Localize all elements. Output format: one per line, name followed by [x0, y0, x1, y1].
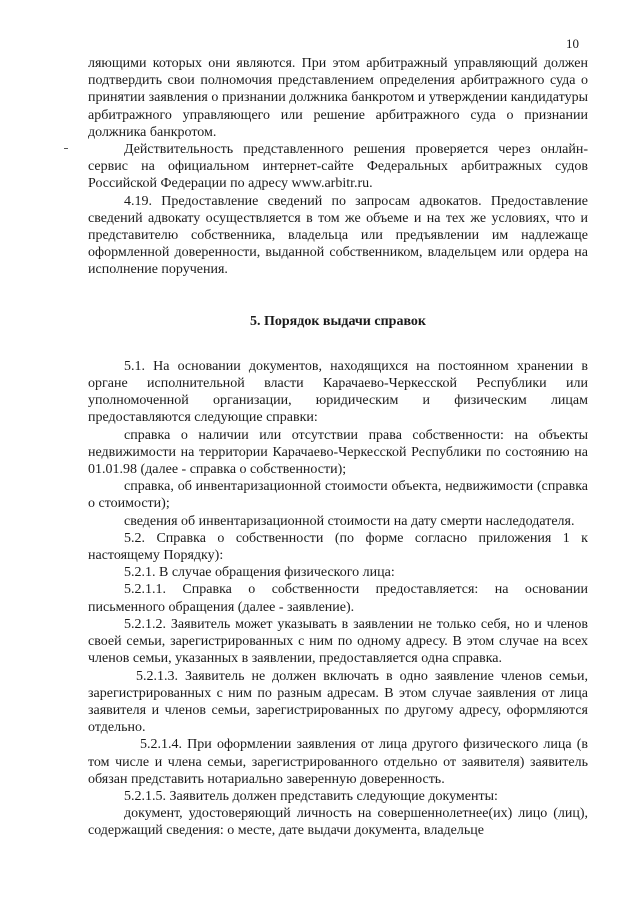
paragraph-5-2: 5.2. Справка о собственности (по форме согласно приложения 1 к настоящему Порядку):	[88, 530, 588, 564]
list-item-identity-document: документ, удостоверяющий личность на совершеннолетнее(их) лицо (лиц), содержащий сведения: о месте, дате выдачи документа, владельце	[88, 806, 588, 839]
document-body	[88, 55, 588, 840]
paragraph-5-2-1-1: 5.2.1.1. Справка о собственности предоставляется: на основании письменного обращения (далее - заявление).	[88, 582, 588, 615]
paragraph-5-1: 5.1. На основании документов, находящихся на постоянном хранении в органе исполнительной власти Карачаево-Черкесской Республики или уполномоченной организации, юридическим и физическим лицам предоставляются следующие справки:	[88, 358, 588, 426]
list-item-value: справка, об инвентаризационной стоимости объекта, недвижимости (справка о стоимости);	[88, 479, 588, 512]
paragraph-5-2-1-5: 5.2.1.5. Заявитель должен представить следующие документы:	[124, 788, 498, 804]
section-heading: 5. Порядок выдачи справок	[250, 313, 426, 329]
paragraph-4-19: 4.19. Предоставление сведений по запросам адвокатов. Предоставление сведений адвокату осуществляется в том же объеме и на тех же условиях, что и представителю собственника, владельца или предъявлении им надлежаще оформленной доверенности, выданной собственником, владельцем или ордера на исполнение поручения.	[88, 193, 588, 278]
list-item-ownership: справка о наличии или отсутствии права собственности: на объекты недвижимости на территории Карачаево-Черкесской Республики по состоянию на 01.01.98 (далее - справка о собственности);	[88, 427, 588, 478]
paragraph-validity: Действительность представленного решения проверяется через онлайн-сервис на официальном интернет-сайте Федеральных арбитражных судов Российской Федерации по адресу www.arbitr.ru.	[88, 142, 588, 192]
margin-mark	[64, 148, 68, 149]
paragraph-5-2-1: 5.2.1. В случае обращения физического лица:	[124, 565, 395, 581]
paragraph-5-2-1-2: 5.2.1.2. Заявитель может указывать в заявлении не только себя, но и членов своей семьи, зарегистрированных с ним по одному адресу. В этом случае на всех членов семьи, указанных в заявлении, предоставляется одна справка.	[88, 616, 588, 667]
paragraph-continuation: ляющими которых они являются. При этом арбитражный управляющий должен подтвердить свои полномочия представлением определения арбитражного суда о принятии заявления о признании должника банкротом и утверждении кандидатуры арбитражного управляющего или решение арбитражного суда о признании должника банкротом.	[88, 56, 588, 140]
paragraph-5-2-1-4: 5.2.1.4. При оформлении заявления от лица другого физического лица (в том числе и члена семьи, зарегистрированного отдельно от заявителя) заявитель обязан представить нотариально заверенную доверенность.	[88, 737, 588, 787]
paragraph-5-2-1-3: 5.2.1.3. Заявитель не должен включать в одно заявление членов семьи, зарегистрированных с ним по разным адресам. В этом случае заявления от лица заявителя и членов семьи, зарегистрированных по другому адресу, оформляются отдельно.	[88, 668, 588, 736]
page-number: 10	[566, 36, 579, 51]
list-item-death-value: сведения об инвентаризационной стоимости на дату смерти наследодателя.	[124, 513, 575, 529]
